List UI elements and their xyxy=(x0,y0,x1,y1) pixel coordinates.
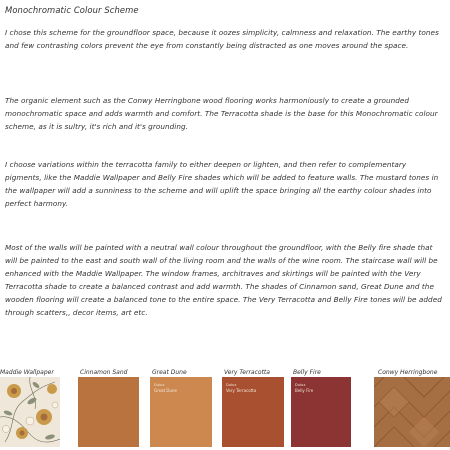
belly-fire-chip-tag xyxy=(295,383,313,393)
paragraph-scheme-intro: I chose this scheme for the groundfloor space, because it oozes simplicity, calmness and relaxation. The earthy tones and few contrasting colors prevent the eye from constantly being distracted as one moves around the space. xyxy=(5,28,439,50)
swatch-label-cinnamon-sand: Cinnamon Sand xyxy=(80,369,128,376)
swatch-label-conwy-herringbone: Conwy Herringbone xyxy=(378,369,438,376)
great-dune-chip-name: Great Dune xyxy=(154,388,178,393)
very-terracotta-swatch xyxy=(222,377,284,447)
great-dune-chip-brand: Dulux xyxy=(154,383,165,387)
paragraph-terracotta-variations: I choose variations within the terracotta family to either deepen or lighten, and then refer to complementary pigments, like the Maddie Wallpaper and Belly Fire shades which will be added to feature walls. The mustard tones in the wallpaper will add a sunniness to the scheme and will uplift the space bringing all the earthy colour shades into perfect harmony. xyxy=(5,160,439,208)
belly-fire-swatch xyxy=(291,377,351,447)
great-dune-chip-tag xyxy=(154,383,177,393)
page-title: Monochromatic Colour Scheme xyxy=(5,5,139,15)
swatch-label-very-terracotta: Very Terracotta xyxy=(224,369,270,376)
herringbone-wood-image xyxy=(374,377,450,447)
paragraph-organic-element: The organic element such as the Conwy Herringbone wood flooring works harmoniously to create a grounded monochromatic space and adds warmth and comfort. The Terracotta shade is the base for this Monochromatic colour scheme, as it is sultry, it's rich and it's grounding. xyxy=(5,96,438,131)
belly-fire-chip-brand: Dulux xyxy=(295,383,306,387)
swatch-label-great-dune: Great Dune xyxy=(152,369,187,376)
very-terracotta-chip-name: Very Terracotta xyxy=(226,388,257,393)
great-dune-swatch xyxy=(150,377,212,447)
conwy-herringbone-swatch xyxy=(374,377,450,447)
belly-fire-chip-name: Belly Fire xyxy=(295,388,314,393)
maddie-wallpaper-swatch xyxy=(0,377,60,447)
swatch-label-belly-fire: Belly Fire xyxy=(293,369,321,376)
floral-pattern-image xyxy=(0,377,60,447)
cinnamon-sand-swatch xyxy=(78,377,139,447)
paragraph-wall-treatment: Most of the walls will be painted with a neutral wall colour throughout the groundfloor, with the Belly fire shade that will be painted to the east and south wall of the living room and the walls of the wine room. The staircase wall will be enhanced with the Maddie Wallpaper. The window frames, architraves and skirtings will be painted with the Very Terracotta shade to create a balanced contrast and add warmth. The shades of Cinnamon sand, Great Dune and the wooden flooring will create a balanced tone to the entire space. The Very Terracotta and Belly Fire tones will be added through scatters,, decor items, art etc. xyxy=(5,243,442,317)
very-terracotta-chip-tag xyxy=(226,383,256,393)
very-terracotta-chip-brand: Dulux xyxy=(226,383,237,387)
swatch-label-maddie-wallpaper: Maddie Wallpaper xyxy=(0,369,54,376)
